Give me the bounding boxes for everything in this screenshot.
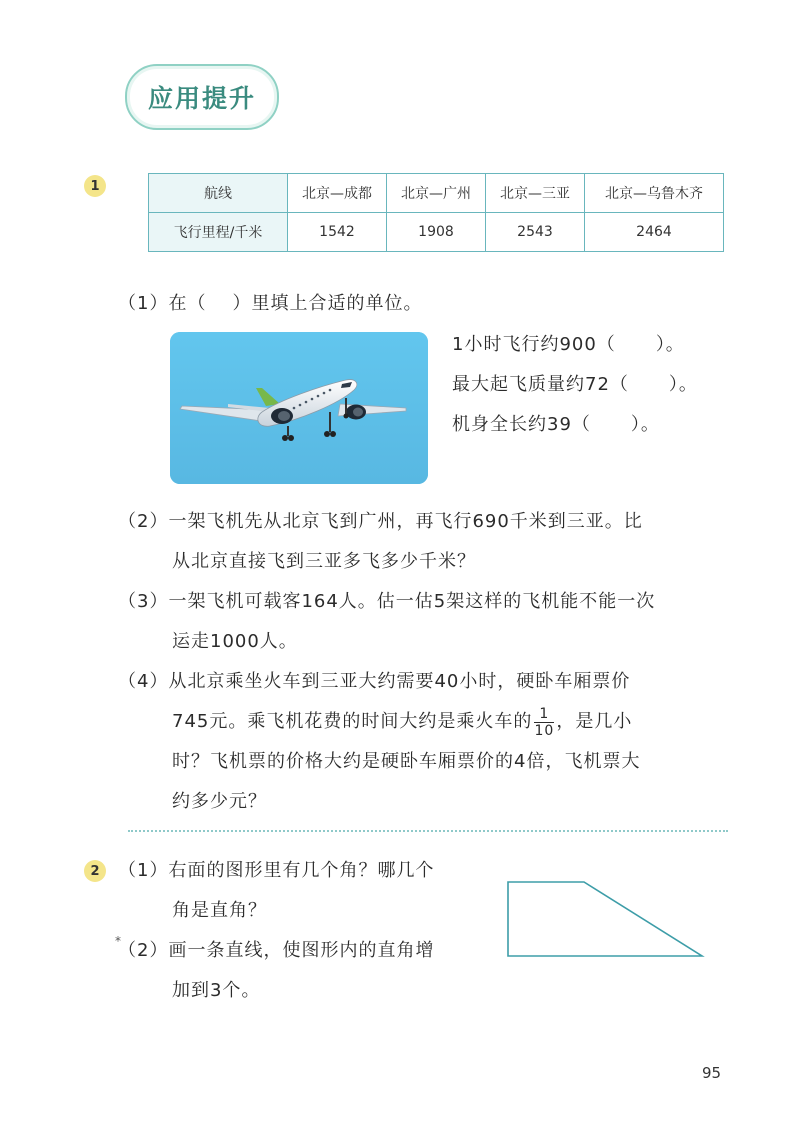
question-text: 一架飞机可载客164人。估一估5架这样的飞机能不能一次 xyxy=(168,591,656,612)
question-text: ，是几小 xyxy=(556,711,633,732)
unit-line-3 xyxy=(452,405,660,445)
question-text: 从北京乘坐火车到三亚大约需要40小时，硬卧车厢票价 xyxy=(168,671,631,692)
optional-star: * xyxy=(115,934,121,948)
table-value-cell: 2464 xyxy=(585,213,724,252)
question-2-2-cont: 加到3个。 xyxy=(172,980,261,1001)
table-value-cell: 2543 xyxy=(486,213,585,252)
question-label: （2） xyxy=(118,940,169,961)
table-row-label: 飞行里程/千米 xyxy=(149,213,288,252)
question-1-4-line3: 时？飞机票的价格大约是硬卧车厢票价的4倍，飞机票大 xyxy=(172,751,641,772)
fraction-numerator: 1 xyxy=(539,705,550,722)
table-row xyxy=(149,213,724,252)
table-value-cell: 1542 xyxy=(288,213,387,252)
unit-line-1 xyxy=(452,325,685,365)
question-label: （1） xyxy=(118,293,169,314)
question-label: （1） xyxy=(118,860,169,881)
problem-1-badge: 1 xyxy=(84,175,106,197)
section-divider xyxy=(128,830,728,832)
question-text: 745元。乘飞机花费的时间大约是乘火车的 xyxy=(172,711,533,732)
question-1-2 xyxy=(118,502,643,542)
question-1-4 xyxy=(118,662,630,702)
question-text: 画一条直线，使图形内的直角增 xyxy=(168,940,435,961)
unit-text: 1小时飞行约900（ xyxy=(452,334,616,355)
unit-text: ）。 xyxy=(630,414,660,435)
question-text: 在（ xyxy=(168,293,207,314)
question-1-3-cont: 运走1000人。 xyxy=(172,631,298,652)
table-route-cell: 北京—三亚 xyxy=(486,174,585,213)
airplane-photo xyxy=(170,332,428,484)
section-title-pill xyxy=(125,64,279,130)
question-1-1 xyxy=(118,284,422,324)
question-2-1 xyxy=(118,851,434,891)
page-number: 95 xyxy=(702,1064,722,1082)
fraction xyxy=(534,706,554,739)
question-1-3 xyxy=(118,582,655,622)
fraction-denominator: 10 xyxy=(534,722,555,739)
table-route-cell: 北京—广州 xyxy=(387,174,486,213)
airplane-icon xyxy=(170,332,428,484)
question-text: ）里填上合适的单位。 xyxy=(232,293,423,314)
question-2-1-cont: 角是直角？ xyxy=(172,900,267,921)
question-1-4-line2 xyxy=(172,702,632,742)
table-value-cell: 1908 xyxy=(387,213,486,252)
table-header-label: 航线 xyxy=(149,174,288,213)
question-1-2-cont: 从北京直接飞到三亚多飞多少千米？ xyxy=(172,551,476,572)
question-text: 右面的图形里有几个角？哪几个 xyxy=(168,860,435,881)
question-label: （3） xyxy=(118,591,169,612)
section-title: 应用提升 xyxy=(147,84,256,113)
question-label: （2） xyxy=(118,511,169,532)
table-header-row xyxy=(149,174,724,213)
unit-text: 最大起飞质量约72（ xyxy=(452,374,629,395)
problem-2-badge: 2 xyxy=(84,860,106,882)
table-route-cell: 北京—乌鲁木齐 xyxy=(585,174,724,213)
question-1-4-line4: 约多少元？ xyxy=(172,791,267,812)
trapezoid-figure xyxy=(500,872,710,962)
table-route-cell: 北京—成都 xyxy=(288,174,387,213)
question-label: （4） xyxy=(118,671,169,692)
unit-text: ）。 xyxy=(668,374,698,395)
unit-text: ）。 xyxy=(655,334,685,355)
unit-text: 机身全长约39（ xyxy=(452,414,591,435)
question-2-2 xyxy=(118,931,434,971)
unit-line-2 xyxy=(452,365,698,405)
route-distance-table xyxy=(148,173,724,252)
question-text: 一架飞机先从北京飞到广州，再飞行690千米到三亚。比 xyxy=(168,511,643,532)
